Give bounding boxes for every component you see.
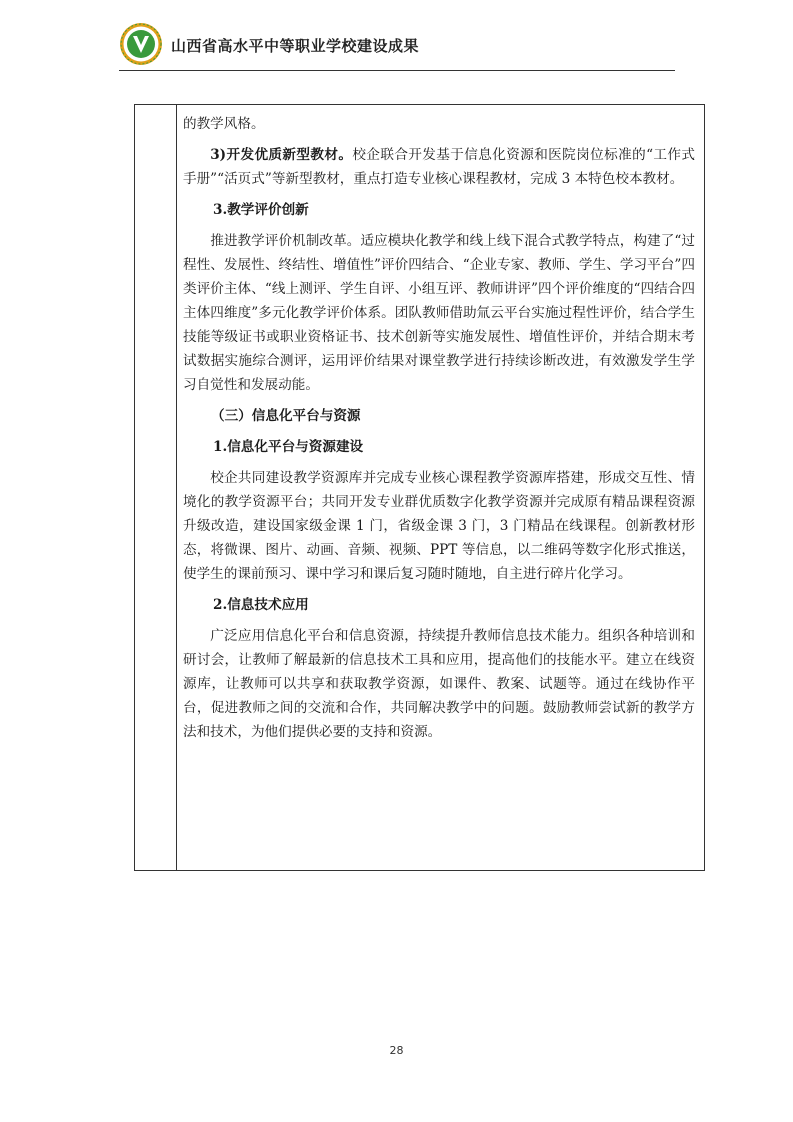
- heading-tech-application: 2.信息技术应用: [213, 597, 309, 613]
- paragraph-textbooks: [183, 143, 695, 191]
- textbooks-lead: 3)开发优质新型教材。: [210, 147, 353, 163]
- textbooks-text: 校企联合开发基于信息化资源和医院岗位标准的“工作式手册”“活页式”等新型教材，重点打造专业核心课程教材，完成 3 本特色校本教材。: [183, 147, 695, 187]
- heading-platform-construction: 1.信息化平台与资源建设: [213, 439, 364, 455]
- page-header: [119, 22, 675, 72]
- heading-evaluation: 3.教学评价创新: [213, 202, 309, 218]
- header-rule: [119, 70, 675, 71]
- paragraph-evaluation: 推进教学评价机制改革。适应模块化教学和线上线下混合式教学特点，构建了“过程性、发展性、终结性、增值性”评价四结合、“企业专家、教师、学生、学习平台”四类评价主体、“线上测评、学生自评、小组互评、教师讲评”四个评价维度的“四结合四主体四维度”多元化教学评价体系。团队教师借助氚云平台实施过程性评价，结合学生技能等级证书或职业资格证书、技术创新等实施发展性、增值性评价，并结合期末考试数据实施综合测评，运用评价结果对课堂教学进行持续诊断改进，有效激发学生学习自觉性和发展动能。: [183, 233, 695, 393]
- paragraph-platform: 校企共同建设教学资源库并完成专业核心课程教学资源库搭建，形成交互性、情境化的教学资源平台；共同开发专业群优质数字化教学资源并完成原有精品课程资源升级改造，建设国家级金课 1 门，省级金课 3 门，3 门精品在线课程。创新教材形态，将微课、图片、动画、音频、视频、PPT 等信息，以二维码等数字化形式推送，使学生的课前预习、课中学习和课后复习随时随地，自主进行碎片化学习。: [183, 470, 695, 582]
- section-heading-platform: （三）信息化平台与资源: [211, 408, 361, 424]
- header-title: 山西省高水平中等职业学校建设成果: [171, 37, 420, 55]
- paragraph-continuation: 的教学风格。: [183, 116, 265, 132]
- table-content-cell: [183, 112, 695, 744]
- table-column-divider: [176, 105, 177, 870]
- paragraph-tech: 广泛应用信息化平台和信息资源，持续提升教师信息技术能力。组织各种培训和研讨会，让教师了解最新的信息技术工具和应用，提高他们的技能水平。建立在线资源库，让教师可以共享和获取教学资源，如课件、教案、试题等。通过在线协作平台，促进教师之间的交流和合作，共同解决教学中的问题。鼓励教师尝试新的教学方法和技术，为他们提供必要的支持和资源。: [183, 628, 695, 740]
- school-emblem-icon: [119, 22, 163, 66]
- page-number: 28: [389, 1044, 404, 1057]
